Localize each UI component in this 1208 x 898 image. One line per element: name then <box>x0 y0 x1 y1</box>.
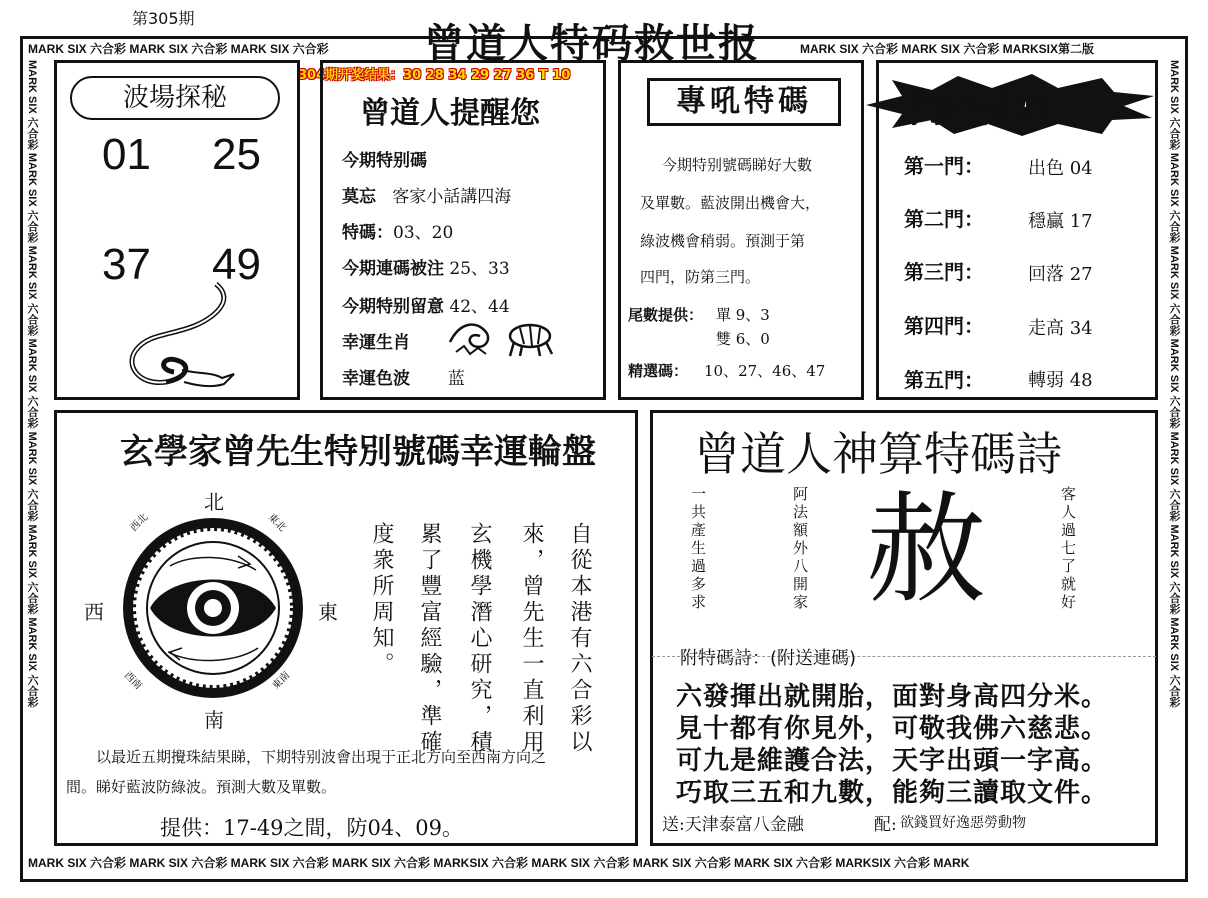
gate-value-3: 回落 27 <box>1028 264 1093 285</box>
reminder-label: 今期特别碼 <box>342 151 427 171</box>
poem-match-value: 欲錢買好逸惡勞動物 <box>900 815 1026 831</box>
reminder-label: 今期特别留意 <box>342 297 444 317</box>
poem-column-middle: 阿法額外八開家 <box>791 486 809 612</box>
dragon-tiger-illustration <box>446 312 556 358</box>
top-right-banner-strip: MARK SIX 六合彩 MARK SIX 六合彩 MARKSIX第二版 <box>800 42 1095 56</box>
reminder-label: 幸運色波 <box>342 369 410 389</box>
gate-value-5: 轉弱 48 <box>1028 370 1093 391</box>
wave-number-1: 01 <box>102 130 151 179</box>
wave-number-4: 49 <box>212 240 261 289</box>
reminder-label: 特碼： <box>342 223 393 243</box>
wheel-text-col-5: 度衆所周知。 <box>369 522 394 678</box>
select-code-value: 10、27、46、47 <box>704 362 826 380</box>
issue-number: 第305期 <box>132 9 195 28</box>
reminder-title: 曾道人提醒您 <box>360 96 540 131</box>
wave-number-3: 37 <box>102 240 151 289</box>
poem-column-left: 一共產生過多求 <box>689 486 707 612</box>
poem-line-2: 見十都有你見外，可敬我佛六慈悲。 <box>676 714 1109 744</box>
dir-south: 南 <box>204 708 224 732</box>
dir-southeast: 東南 <box>270 669 293 692</box>
left-banner-strip: MARK SIX 六合彩 MARK SIX 六合彩 MARK SIX 六合彩 MARK SIX 六合彩 MARK SIX 六合彩 MARK SIX 六合彩 MARK SIX 六合彩 <box>26 60 38 708</box>
dir-west: 西 <box>84 600 104 624</box>
wheel-note-line-1: 以最近五期攪珠結果睇，下期特别波會出現于正北方向至西南方向之 <box>96 748 547 766</box>
wave-number-2: 25 <box>212 130 261 179</box>
reminder-line-3 <box>342 218 453 243</box>
special-code-line-2: 及單數。藍波開出機會大， <box>640 194 821 212</box>
reminder-value: 蓝 <box>447 369 465 389</box>
gate-value-1: 出色 04 <box>1028 158 1093 179</box>
gate-label-4: 第四門： <box>904 314 984 338</box>
special-code-line-4: 四門，防第三門。 <box>640 268 761 286</box>
dir-east: 東 <box>318 600 338 624</box>
tail-number-label: 尾數提供： <box>628 306 704 324</box>
dir-northeast: 東北 <box>265 511 288 534</box>
reminder-value: 25、33 <box>449 259 510 279</box>
gate-analysis-title: 門類分析 <box>910 90 1054 130</box>
gate-label-5: 第五門： <box>904 368 984 392</box>
poem-match-label: 配: <box>874 815 897 835</box>
wheel-provide: 提供：17-49之間，防04、09。 <box>160 816 463 840</box>
poem-column-right: 客人過七了就好 <box>1059 486 1077 612</box>
poem-line-3: 可九是維護合法，天字出頭一字高。 <box>676 746 1109 776</box>
select-code-label: 精選碼： <box>628 362 689 380</box>
right-banner-strip: MARK SIX 六合彩 MARK SIX 六合彩 MARK SIX 六合彩 MARK SIX 六合彩 MARK SIX 六合彩 MARK SIX 六合彩 MARK SIX 六合彩 <box>1168 60 1180 708</box>
special-code-line-3: 綠波機會稍弱。預測于第 <box>640 232 806 250</box>
reminder-line-1 <box>342 146 427 171</box>
lucky-wheel-title: 玄學家曾先生特別號碼幸運輪盤 <box>120 432 596 472</box>
poem-attach-label: 附特碼詩：(附送連碼) <box>680 648 857 669</box>
wheel-text-col-4: 累了豐富經驗，準確 <box>417 522 442 756</box>
previous-draw-result: 304期开奖结果：30 28 34 29 27 36 T 10 <box>298 68 571 83</box>
reminder-value: 03、20 <box>393 223 454 243</box>
reminder-line-4 <box>342 254 510 279</box>
top-left-banner-strip: MARK SIX 六合彩 MARK SIX 六合彩 MARK SIX 六合彩 <box>28 42 329 56</box>
poem-title: 曾道人神算特碼詩 <box>694 427 1062 481</box>
reminder-label: 今期連碼被注 <box>342 259 444 279</box>
wheel-text-col-2: 來，曾先生一直利用 <box>519 522 544 756</box>
gate-value-4: 走高 34 <box>1028 318 1093 339</box>
reminder-value: 客家小話講四海 <box>392 187 512 207</box>
poem-line-1: 六發揮出就開胎，面對身高四分米。 <box>676 682 1109 712</box>
reminder-value: 42、44 <box>449 297 510 317</box>
special-code-line-1: 今期特别號碼睇好大數 <box>662 156 813 174</box>
bottom-banner-strip: MARK SIX 六合彩 MARK SIX 六合彩 MARK SIX 六合彩 MARK SIX 六合彩 MARKSIX 六合彩 MARK SIX 六合彩 MARK SIX 六合彩 MARK SIX 六合彩 MARKSIX 六合彩 MARK <box>28 856 970 870</box>
gate-label-1: 第一門： <box>904 154 984 178</box>
wheel-note-line-2: 間。睇好藍波防綠波。預測大數及單數。 <box>66 778 337 796</box>
poem-line-4: 巧取三五和九數，能夠三讀取文件。 <box>676 778 1109 808</box>
reminder-line-7 <box>342 364 465 389</box>
poem-big-character: 赦 <box>866 481 986 620</box>
dir-southwest: 西南 <box>121 669 144 692</box>
reminder-label: 莫忘 <box>342 187 376 207</box>
tail-number-double: 雙 6、0 <box>716 330 770 348</box>
special-code-title: 專吼特碼 <box>647 78 841 126</box>
page-title: 曾道人特码救世报 <box>424 20 760 67</box>
wheel-text-col-3: 玄機學潛心研究，積 <box>467 522 492 756</box>
wave-title: 波場探秘 <box>70 76 280 120</box>
reminder-line-2 <box>342 182 511 207</box>
dir-north: 北 <box>204 490 224 514</box>
gate-label-2: 第二門： <box>904 207 984 231</box>
gate-value-2: 穩贏 17 <box>1028 211 1093 232</box>
reminder-label: 幸運生肖 <box>342 333 410 353</box>
reminder-line-6 <box>342 328 410 353</box>
snake-illustration <box>118 278 238 396</box>
gate-label-3: 第三門： <box>904 260 984 284</box>
wheel-text-col-1: 自從本港有六合彩以 <box>567 522 592 756</box>
dir-northwest: 西北 <box>128 511 151 534</box>
tail-number-single: 單 9、3 <box>716 306 770 324</box>
poem-send: 送:天津泰富八金融 <box>662 815 804 835</box>
